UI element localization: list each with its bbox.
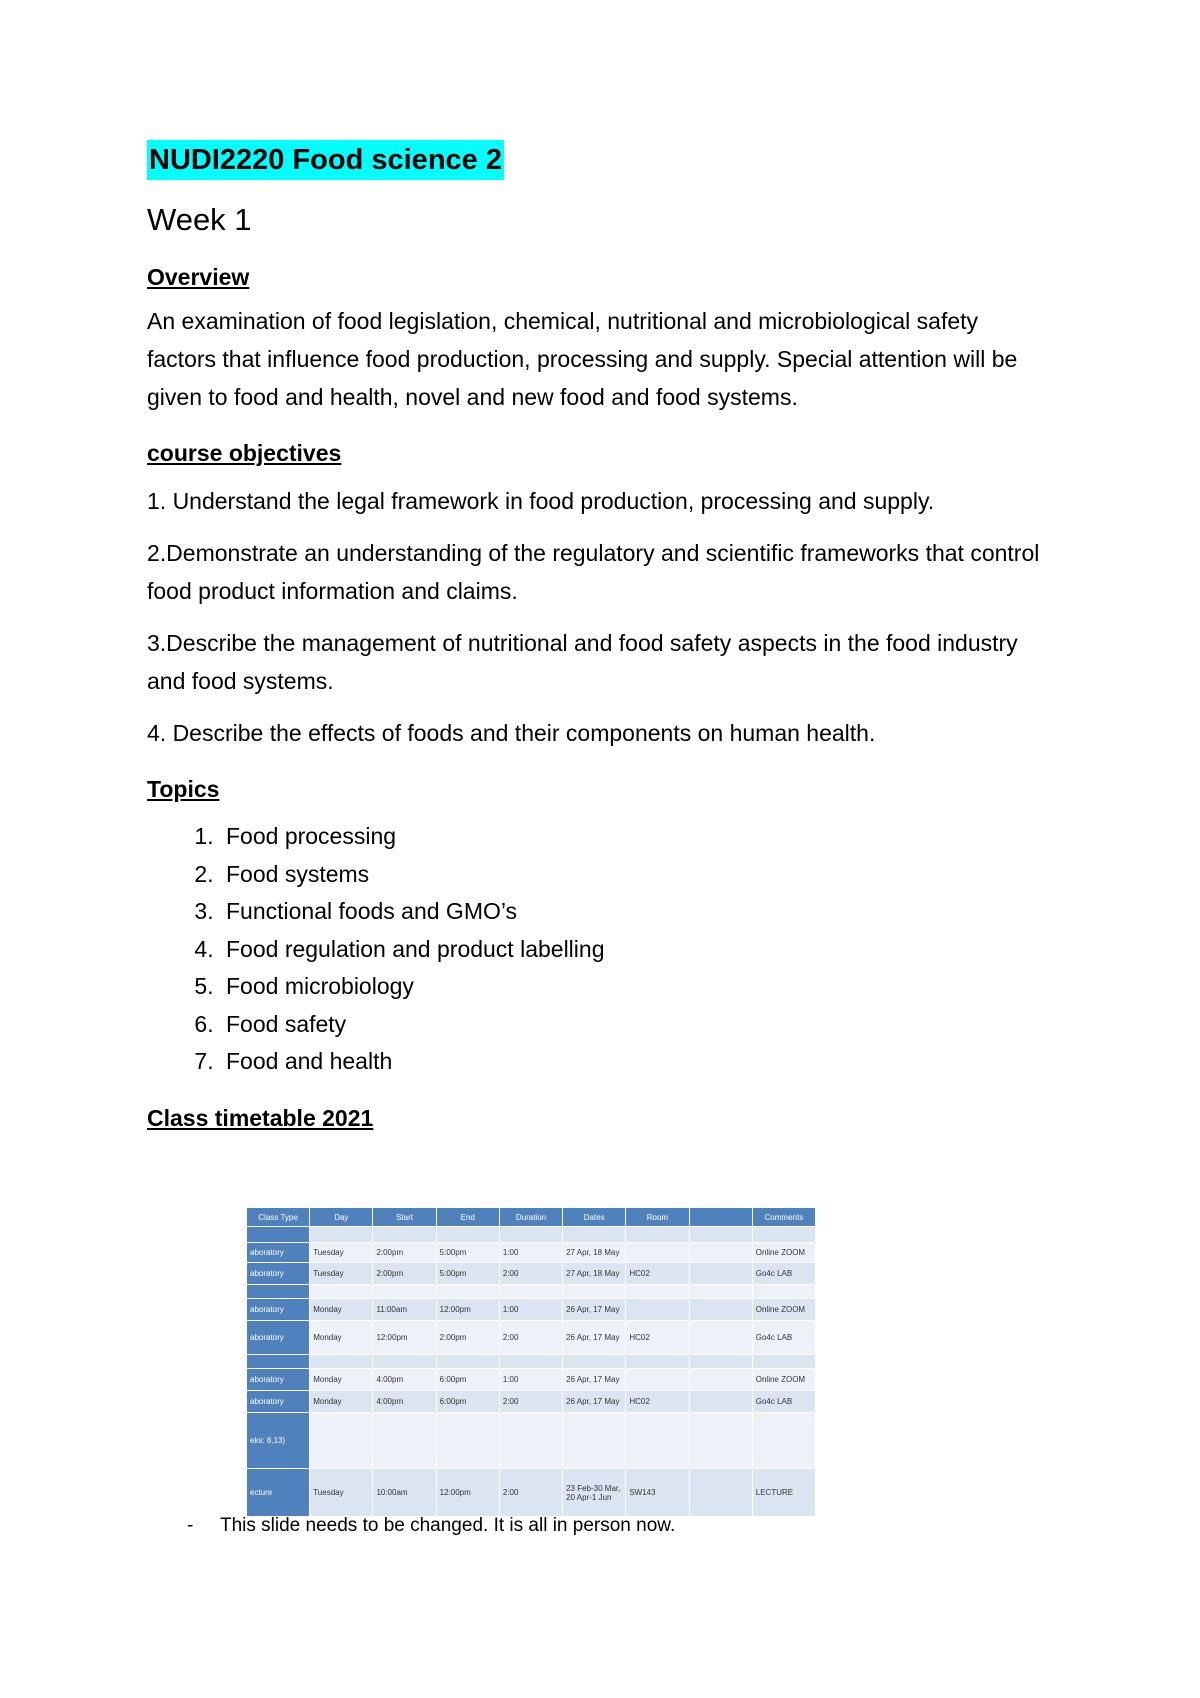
timetable-cell: eks: 8,13) [247, 1413, 310, 1469]
timetable-cell: 2:00 [499, 1321, 562, 1355]
timetable-cell [247, 1355, 310, 1369]
timetable-cell [310, 1227, 373, 1243]
timetable-cell: aboratory [247, 1369, 310, 1391]
timetable-cell [689, 1369, 752, 1391]
week-heading: Week 1 [147, 202, 252, 237]
topic-item: 7. Food and health [220, 1043, 1047, 1081]
timetable-cell [310, 1355, 373, 1369]
timetable-cell: 12:00pm [373, 1321, 436, 1355]
timetable-cell [689, 1355, 752, 1369]
objectives-heading: course objectives [147, 440, 342, 466]
timetable-cell [689, 1285, 752, 1299]
timetable-cell [626, 1369, 689, 1391]
document-body [147, 140, 1047, 1133]
timetable-cell: 26 Apr, 17 May [563, 1321, 626, 1355]
timetable-cell [436, 1413, 499, 1469]
timetable-cell: 5:00pm [436, 1243, 499, 1263]
timetable-column-header: Room [626, 1208, 689, 1227]
timetable-image [246, 1207, 816, 1505]
topic-item: 5. Food microbiology [220, 968, 1047, 1006]
topic-item: 1. Food processing [220, 818, 1047, 856]
timetable-cell [752, 1285, 815, 1299]
timetable-column-header [689, 1208, 752, 1227]
timetable-cell: aboratory [247, 1321, 310, 1355]
timetable-cell [373, 1227, 436, 1243]
timetable-cell [436, 1355, 499, 1369]
timetable-cell: 4:00pm [373, 1391, 436, 1413]
timetable-cell [563, 1227, 626, 1243]
topics-heading: Topics [147, 776, 220, 802]
timetable-cell: LECTURE [752, 1469, 815, 1517]
timetable-cell: Monday [310, 1321, 373, 1355]
timetable-cell [689, 1391, 752, 1413]
timetable-cell: 2:00pm [436, 1321, 499, 1355]
overview-heading: Overview [147, 264, 250, 290]
timetable-cell: 6:00pm [436, 1391, 499, 1413]
timetable-row [247, 1285, 816, 1299]
overview-text: An examination of food legislation, chemical, nutritional and microbiological safety factors that influence food production, processing and supply. Special attention will be given to food and health, novel and new food and food systems. [147, 308, 1018, 410]
topics-list [147, 818, 1047, 1081]
timetable-row [247, 1227, 816, 1243]
timetable-cell: Monday [310, 1391, 373, 1413]
timetable-cell [626, 1299, 689, 1321]
timetable-cell [310, 1413, 373, 1469]
timetable-column-header: Class Type [247, 1208, 310, 1227]
timetable-row [247, 1413, 816, 1469]
timetable-cell [626, 1413, 689, 1469]
timetable-cell [373, 1285, 436, 1299]
timetable-cell: 12:00pm [436, 1469, 499, 1517]
timetable-cell: aboratory [247, 1391, 310, 1413]
timetable-cell [563, 1355, 626, 1369]
timetable-cell [689, 1469, 752, 1517]
timetable-cell: 6:00pm [436, 1369, 499, 1391]
timetable-cell [689, 1321, 752, 1355]
timetable-cell: 26 Apr, 17 May [563, 1299, 626, 1321]
timetable-row [247, 1243, 816, 1263]
topic-item: 6. Food safety [220, 1006, 1047, 1044]
objective-item: 3.Describe the management of nutritional and food safety aspects in the food industry and food systems. [147, 630, 1018, 694]
timetable-column-header: Comments [752, 1208, 815, 1227]
timetable-cell: 12:00pm [436, 1299, 499, 1321]
timetable-cell: 1:00 [499, 1299, 562, 1321]
timetable-cell [752, 1227, 815, 1243]
timetable-cell: 27 Apr, 18 May [563, 1263, 626, 1285]
timetable-cell [247, 1285, 310, 1299]
timetable-column-header: Day [310, 1208, 373, 1227]
timetable-cell [752, 1413, 815, 1469]
timetable-cell [499, 1355, 562, 1369]
timetable-table [246, 1207, 816, 1517]
timetable-cell: 23 Feb-30 Mar, 20 Apr-1 Jun [563, 1469, 626, 1517]
timetable-cell: ecture [247, 1469, 310, 1517]
timetable-cell [752, 1355, 815, 1369]
timetable-cell: SW143 [626, 1469, 689, 1517]
timetable-cell: 1:00 [499, 1369, 562, 1391]
topic-item: 4. Food regulation and product labelling [220, 931, 1047, 969]
objective-item: 1. Understand the legal framework in food production, processing and supply. [147, 488, 935, 514]
timetable-cell: 26 Apr, 17 May [563, 1369, 626, 1391]
timetable-cell: aboratory [247, 1243, 310, 1263]
timetable-cell [626, 1355, 689, 1369]
timetable-cell [626, 1227, 689, 1243]
timetable-cell [689, 1243, 752, 1263]
timetable-cell: 27 Apr, 18 May [563, 1243, 626, 1263]
timetable-cell: 2:00pm [373, 1243, 436, 1263]
timetable-cell: 2:00 [499, 1469, 562, 1517]
timetable-cell: 10:00am [373, 1469, 436, 1517]
timetable-cell [626, 1243, 689, 1263]
timetable-column-header: End [436, 1208, 499, 1227]
timetable-cell: Monday [310, 1299, 373, 1321]
note-text: This slide needs to be changed. It is all in person now. [220, 1515, 676, 1536]
timetable-cell [499, 1285, 562, 1299]
timetable-cell [626, 1285, 689, 1299]
timetable-cell [436, 1285, 499, 1299]
timetable-column-header: Dates [563, 1208, 626, 1227]
timetable-cell: Tuesday [310, 1263, 373, 1285]
timetable-row [247, 1469, 816, 1517]
timetable-cell: HC02 [626, 1391, 689, 1413]
timetable-cell: Tuesday [310, 1469, 373, 1517]
timetable-cell: Monday [310, 1369, 373, 1391]
timetable-cell: Go4c LAB [752, 1321, 815, 1355]
objective-item: 2.Demonstrate an understanding of the regulatory and scientific frameworks that control food product information and claims. [147, 540, 1040, 604]
timetable-cell [373, 1413, 436, 1469]
course-title: NUDI2220 Food science 2 [147, 140, 504, 180]
timetable-cell: 11:00am [373, 1299, 436, 1321]
timetable-cell: 2:00 [499, 1263, 562, 1285]
timetable-cell [689, 1299, 752, 1321]
timetable-row [247, 1355, 816, 1369]
timetable-cell [563, 1413, 626, 1469]
timetable-cell: Go4c LAB [752, 1391, 815, 1413]
timetable-cell: Online ZOOM [752, 1299, 815, 1321]
timetable-cell [247, 1227, 310, 1243]
timetable-row [247, 1321, 816, 1355]
timetable-column-header: Duration [499, 1208, 562, 1227]
timetable-cell [310, 1285, 373, 1299]
timetable-row [247, 1263, 816, 1285]
timetable-cell: Online ZOOM [752, 1369, 815, 1391]
timetable-cell: HC02 [626, 1321, 689, 1355]
timetable-cell [436, 1227, 499, 1243]
timetable-cell [689, 1227, 752, 1243]
topic-item: 2. Food systems [220, 856, 1047, 894]
topic-item: 3. Functional foods and GMO’s [220, 893, 1047, 931]
note-bullet: - [187, 1515, 194, 1536]
timetable-cell: 1:00 [499, 1243, 562, 1263]
timetable-cell: Online ZOOM [752, 1243, 815, 1263]
timetable-cell [689, 1413, 752, 1469]
timetable-cell: aboratory [247, 1263, 310, 1285]
objective-item: 4. Describe the effects of foods and their components on human health. [147, 720, 876, 746]
timetable-cell: 2:00 [499, 1391, 562, 1413]
timetable-cell [373, 1355, 436, 1369]
timetable-cell: 2:00pm [373, 1263, 436, 1285]
timetable-column-header: Start [373, 1208, 436, 1227]
timetable-row [247, 1299, 816, 1321]
timetable-cell: Go4c LAB [752, 1263, 815, 1285]
timetable-cell: 26 Apr, 17 May [563, 1391, 626, 1413]
timetable-cell: 5:00pm [436, 1263, 499, 1285]
timetable-cell: Tuesday [310, 1243, 373, 1263]
timetable-cell: HC02 [626, 1263, 689, 1285]
timetable-cell [499, 1227, 562, 1243]
timetable-row [247, 1369, 816, 1391]
timetable-cell [689, 1263, 752, 1285]
timetable-heading: Class timetable 2021 [147, 1104, 374, 1131]
timetable-cell [563, 1285, 626, 1299]
timetable-cell [499, 1413, 562, 1469]
timetable-cell: aboratory [247, 1299, 310, 1321]
timetable-row [247, 1391, 816, 1413]
timetable-cell: 4:00pm [373, 1369, 436, 1391]
